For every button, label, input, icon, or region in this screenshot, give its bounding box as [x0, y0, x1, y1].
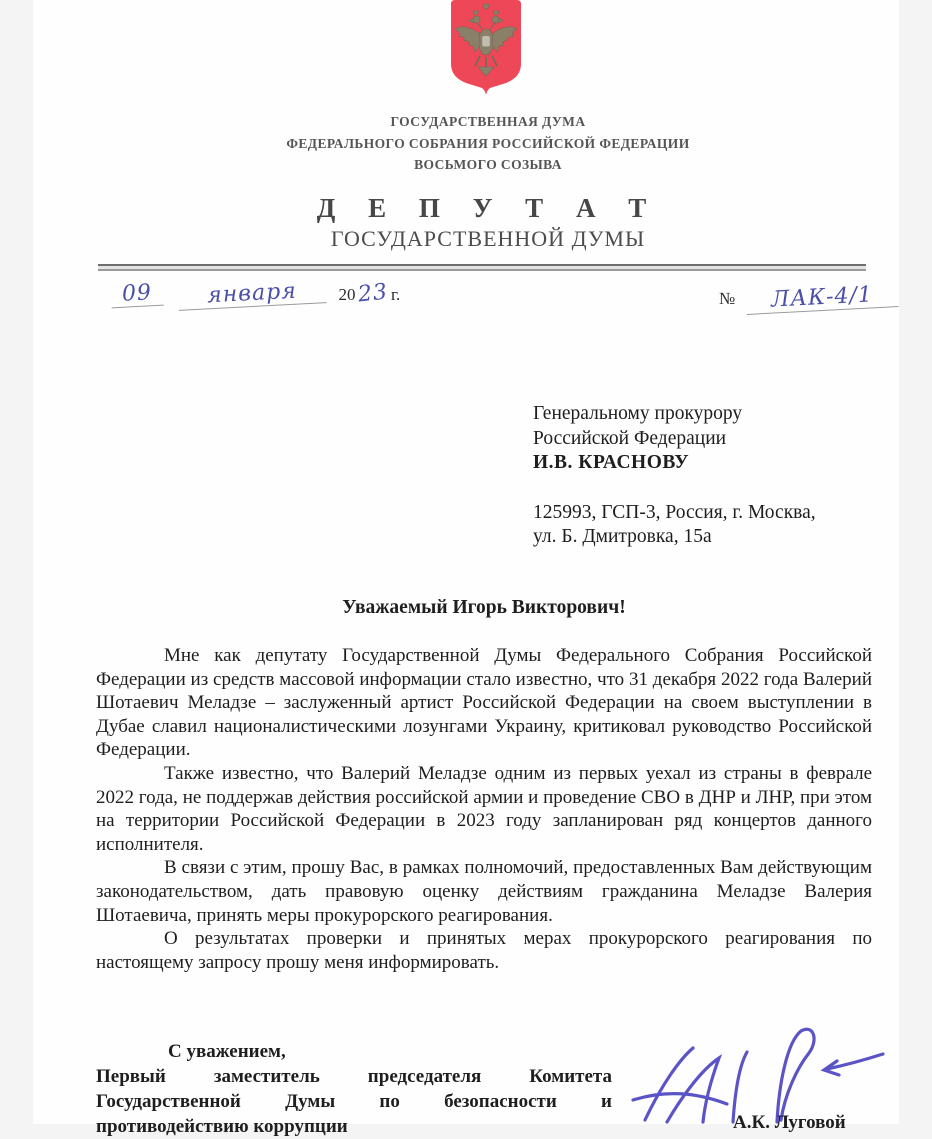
recipient-line2: Российской Федерации: [533, 427, 727, 449]
handwritten-date-month: января: [177, 277, 326, 311]
salutation: Уважаемый Игорь Викторович!: [342, 597, 626, 618]
org-name-line1: ГОСУДАРСТВЕННАЯ ДУМА: [390, 114, 586, 129]
handwritten-number: ЛАК-4/1: [745, 281, 898, 315]
closing-regards: С уважением,: [168, 1041, 286, 1062]
signer-position-block: [96, 1064, 612, 1139]
deputy-title: Д Е П У Т А Т: [316, 192, 660, 223]
russia-coat-of-arms-icon: [450, 0, 522, 96]
recipient-name: И.В. КРАСНОВУ: [533, 452, 690, 473]
printed-year-prefix: 20: [338, 285, 356, 304]
number-group: [719, 282, 898, 313]
signer-position-line1: Первый заместитель председателя Комитета: [96, 1066, 612, 1087]
org-name-line3: ВОСЬМОГО СОЗЫВА: [414, 157, 562, 172]
date-group: [111, 278, 401, 309]
recipient-block: [533, 402, 816, 550]
recipient-address-line2: ул. Б. Дмитровка, 15а: [533, 526, 712, 547]
body-paragraph: Также известно, что Валерий Меладзе одним из первых уехал из страны в феврале 2022 года, не поддержав действия российской армии и проведение СВО в ДНР и ЛНР, при этом на территории Российской Федерации в 2023 году запланирован ряд концертов данного исполнителя.: [96, 762, 872, 855]
signer-name: А.К. Луговой: [733, 1112, 846, 1133]
letter-page: [33, 0, 899, 1137]
signer-position-line2: Государственной Думы по безопасности и: [96, 1091, 612, 1112]
body-paragraph: Мне как депутату Государственной Думы Федерального Собрания Российской Федерации из средств массовой информации стало известно, что 31 декабря 2022 года Валерий Шотаевич Меладзе – заслуженный артист Российской Федерации на своем выступлении в Дубае славил националистическими лозунгами Украину, критиковал руководство Российской Федерации.: [96, 645, 872, 761]
letterhead-divider: [98, 264, 866, 271]
printed-year-suffix: г.: [391, 285, 401, 304]
recipient-address-line1: 125993, ГСП-3, Россия, г. Москва,: [533, 501, 816, 523]
number-sign: №: [719, 289, 736, 308]
letterhead: [33, 111, 932, 252]
recipient-line1: Генеральному прокурору: [533, 403, 743, 424]
deputy-subtitle: ГОСУДАРСТВЕННОЙ ДУМЫ: [330, 225, 646, 251]
handwritten-date-day: 09: [110, 280, 163, 309]
handwritten-year: 23: [357, 279, 390, 308]
letter-body: [96, 644, 872, 974]
body-paragraph: В связи с этим, прошу Вас, в рамках полномочий, предоставленных Вам действующим законодательством, дать правовую оценку действиям гражданина Меладзе Валерия Шотаевича, принять меры прокурорского реагирования.: [96, 857, 872, 926]
org-name-line2: ФЕДЕРАЛЬНОГО СОБРАНИЯ РОССИЙСКОЙ ФЕДЕРАЦИИ: [286, 135, 690, 151]
body-paragraph: О результатах проверки и принятых мерах прокурорского реагирования по настоящему запросу прошу меня информировать.: [96, 928, 872, 973]
signer-position-line3: противодействию коррупции: [96, 1116, 348, 1137]
